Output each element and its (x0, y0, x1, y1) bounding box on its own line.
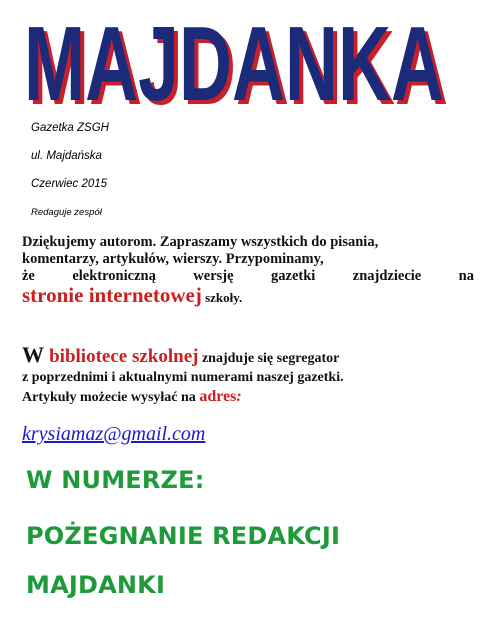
intro-line-3: że elektroniczną wersję gazetki znajdziecie na (22, 268, 474, 284)
library-highlight: bibliotece szkolnej (49, 346, 199, 367)
email-link[interactable]: krysiamaz@gmail.com (22, 423, 206, 445)
intro-line-4-tail: szkoły. (201, 290, 243, 305)
library-line-1-rest: znajduje się segregator (198, 351, 340, 366)
masthead (0, 0, 487, 108)
intro-paragraph (22, 234, 474, 307)
editors-note: Redaguje zespół (31, 207, 102, 218)
library-line-2: z poprzednimi i aktualnymi numerami naszej gazetki. (22, 370, 344, 385)
adres-colon: : (236, 388, 242, 405)
website-link-text[interactable]: stronie internetowej (22, 283, 202, 307)
masthead-title-shadow: MAJDANKA (28, 9, 448, 108)
in-issue-item-line-2: MAJDANKI (26, 571, 166, 599)
library-line-3: Artykuły możecie wysyłać na (22, 390, 200, 405)
library-paragraph (22, 342, 482, 407)
in-issue-heading: W NUMERZE: (26, 466, 205, 494)
publication-date: Czerwiec 2015 (31, 178, 108, 190)
masthead-logo (0, 0, 487, 108)
masthead-title: MAJDANKA (24, 5, 444, 108)
library-w: W (22, 342, 50, 367)
intro-line-1: Dziękujemy autorom. Zapraszamy wszystkich do pisania, (22, 234, 379, 250)
in-issue-item-line-1: POŻEGNANIE REDAKCJI (26, 522, 341, 550)
intro-line-2: komentarzy, artykułów, wierszy. Przypominamy, (22, 251, 324, 267)
publication-name: Gazetka ZSGH (31, 122, 109, 134)
adres-label: adres (199, 388, 237, 405)
publication-address: ul. Majdańska (31, 150, 102, 162)
